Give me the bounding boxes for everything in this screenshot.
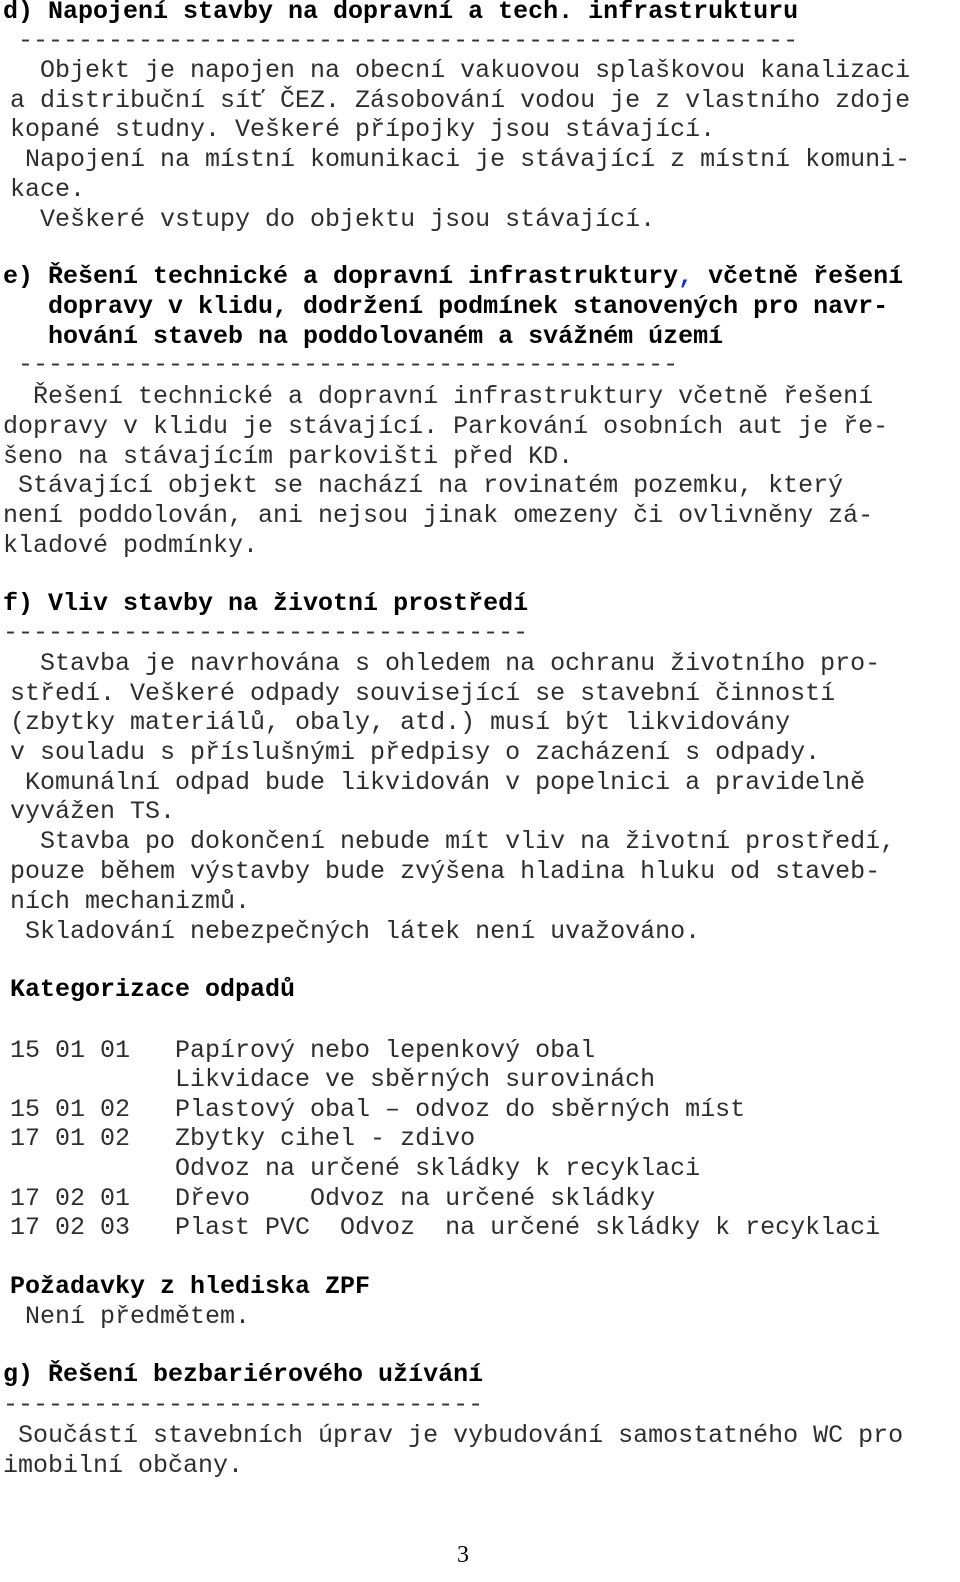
zpf-text: Není předmětem. (10, 1302, 251, 1331)
section-f-line: Skladování nebezpečných látek není uvažováno. (10, 917, 701, 946)
section-e-heading-part: včetně řešení (693, 262, 904, 291)
section-d-line: kace. (10, 175, 86, 204)
section-e-line: Stávající objekt se nachází na rovinatém pozemku, který (3, 471, 844, 500)
section-g-line: Součástí stavebních úprav je vybudování samostatného WC pro (3, 1421, 904, 1450)
section-d-line: a distribuční síť ČEZ. Zásobování vodou je z vlastního zdoje (10, 86, 911, 115)
section-f-line: vyvážen TS. (10, 797, 176, 826)
section-e-line: šeno na stávajícím parkovišti před KD. (3, 442, 574, 471)
waste-row: Odvoz na určené skládky k recyklaci (10, 1154, 701, 1183)
section-e-heading (3, 262, 903, 292)
section-g-line: imobilní občany. (3, 1451, 244, 1480)
section-e-heading-line: hování staveb na poddolovaném a svážném území (3, 322, 724, 351)
waste-row: 17 02 03 Plast PVC Odvoz na určené skládky k recyklaci (10, 1213, 881, 1242)
section-e-line: dopravy v klidu je stávající. Parkování osobních aut je ře- (3, 412, 889, 441)
section-f-line: středí. Veškeré odpady související se stavební činností (10, 679, 836, 708)
section-d-line: Objekt je napojen na obecní vakuovou splaškovou kanalizaci (10, 56, 911, 85)
section-f-line: Komunální odpad bude likvidován v popelnici a pravidelně (10, 768, 866, 797)
waste-row: 17 01 02 Zbytky cihel - zdivo (10, 1124, 476, 1153)
section-e-rule: -------------------------------------------- (18, 350, 679, 379)
section-f-line: v souladu s příslušnými předpisy o zacházení s odpady. (10, 738, 821, 767)
section-f-line: (zbytky materiálů, obaly, atd.) musí být likvidovány (10, 708, 791, 737)
section-e-line: kladové podmínky. (3, 531, 259, 560)
section-d-rule: ---------------------------------------------------- (18, 26, 799, 55)
section-f-line: Stavba po dokončení nebude mít vliv na životní prostředí, (10, 827, 896, 856)
page-number: 3 (457, 1542, 469, 1568)
section-g-heading: g) Řešení bezbariérového užívání (3, 1360, 484, 1389)
section-f-line: pouze během výstavby bude zvýšena hladina hluku od staveb- (10, 857, 881, 886)
section-e-heading-comma: , (678, 262, 694, 291)
section-d-heading: d) Napojení stavby na dopravní a tech. infrastrukturu (3, 0, 799, 26)
section-e-heading-line: dopravy v klidu, dodržení podmínek stanovených pro navr- (3, 292, 889, 321)
section-d-line: Napojení na místní komunikaci je stávající z místní komuni- (10, 145, 911, 174)
waste-row: 17 02 01 Dřevo Odvoz na určené skládky (10, 1184, 656, 1213)
section-g-rule: -------------------------------- (3, 1390, 484, 1419)
section-e-line: není poddolován, ani nejsou jinak omezeny či ovlivněny zá- (3, 501, 874, 530)
waste-row: 15 01 01 Papírový nebo lepenkový obal (10, 1036, 596, 1065)
waste-heading: Kategorizace odpadů (10, 975, 296, 1004)
waste-row: 15 01 02 Plastový obal – odvoz do sběrných míst (10, 1095, 746, 1124)
zpf-heading: Požadavky z hlediska ZPF (10, 1272, 371, 1301)
section-d-line: kopané studny. Veškeré přípojky jsou stávající. (10, 115, 716, 144)
waste-row: Likvidace ve sběrných surovinách (10, 1065, 656, 1094)
section-e-heading-part: e) Řešení technické a dopravní infrastruktury (3, 262, 679, 291)
section-f-rule: ----------------------------------- (3, 618, 529, 647)
section-e-line: Řešení technické a dopravní infrastruktury včetně řešení (3, 382, 874, 411)
section-f-line: ních mechanizmů. (10, 887, 251, 916)
section-f-line: Stavba je navrhována s ohledem na ochranu životního pro- (10, 649, 881, 678)
section-d-line: Veškeré vstupy do objektu jsou stávající. (10, 205, 656, 234)
section-f-heading: f) Vliv stavby na životní prostředí (3, 589, 529, 618)
